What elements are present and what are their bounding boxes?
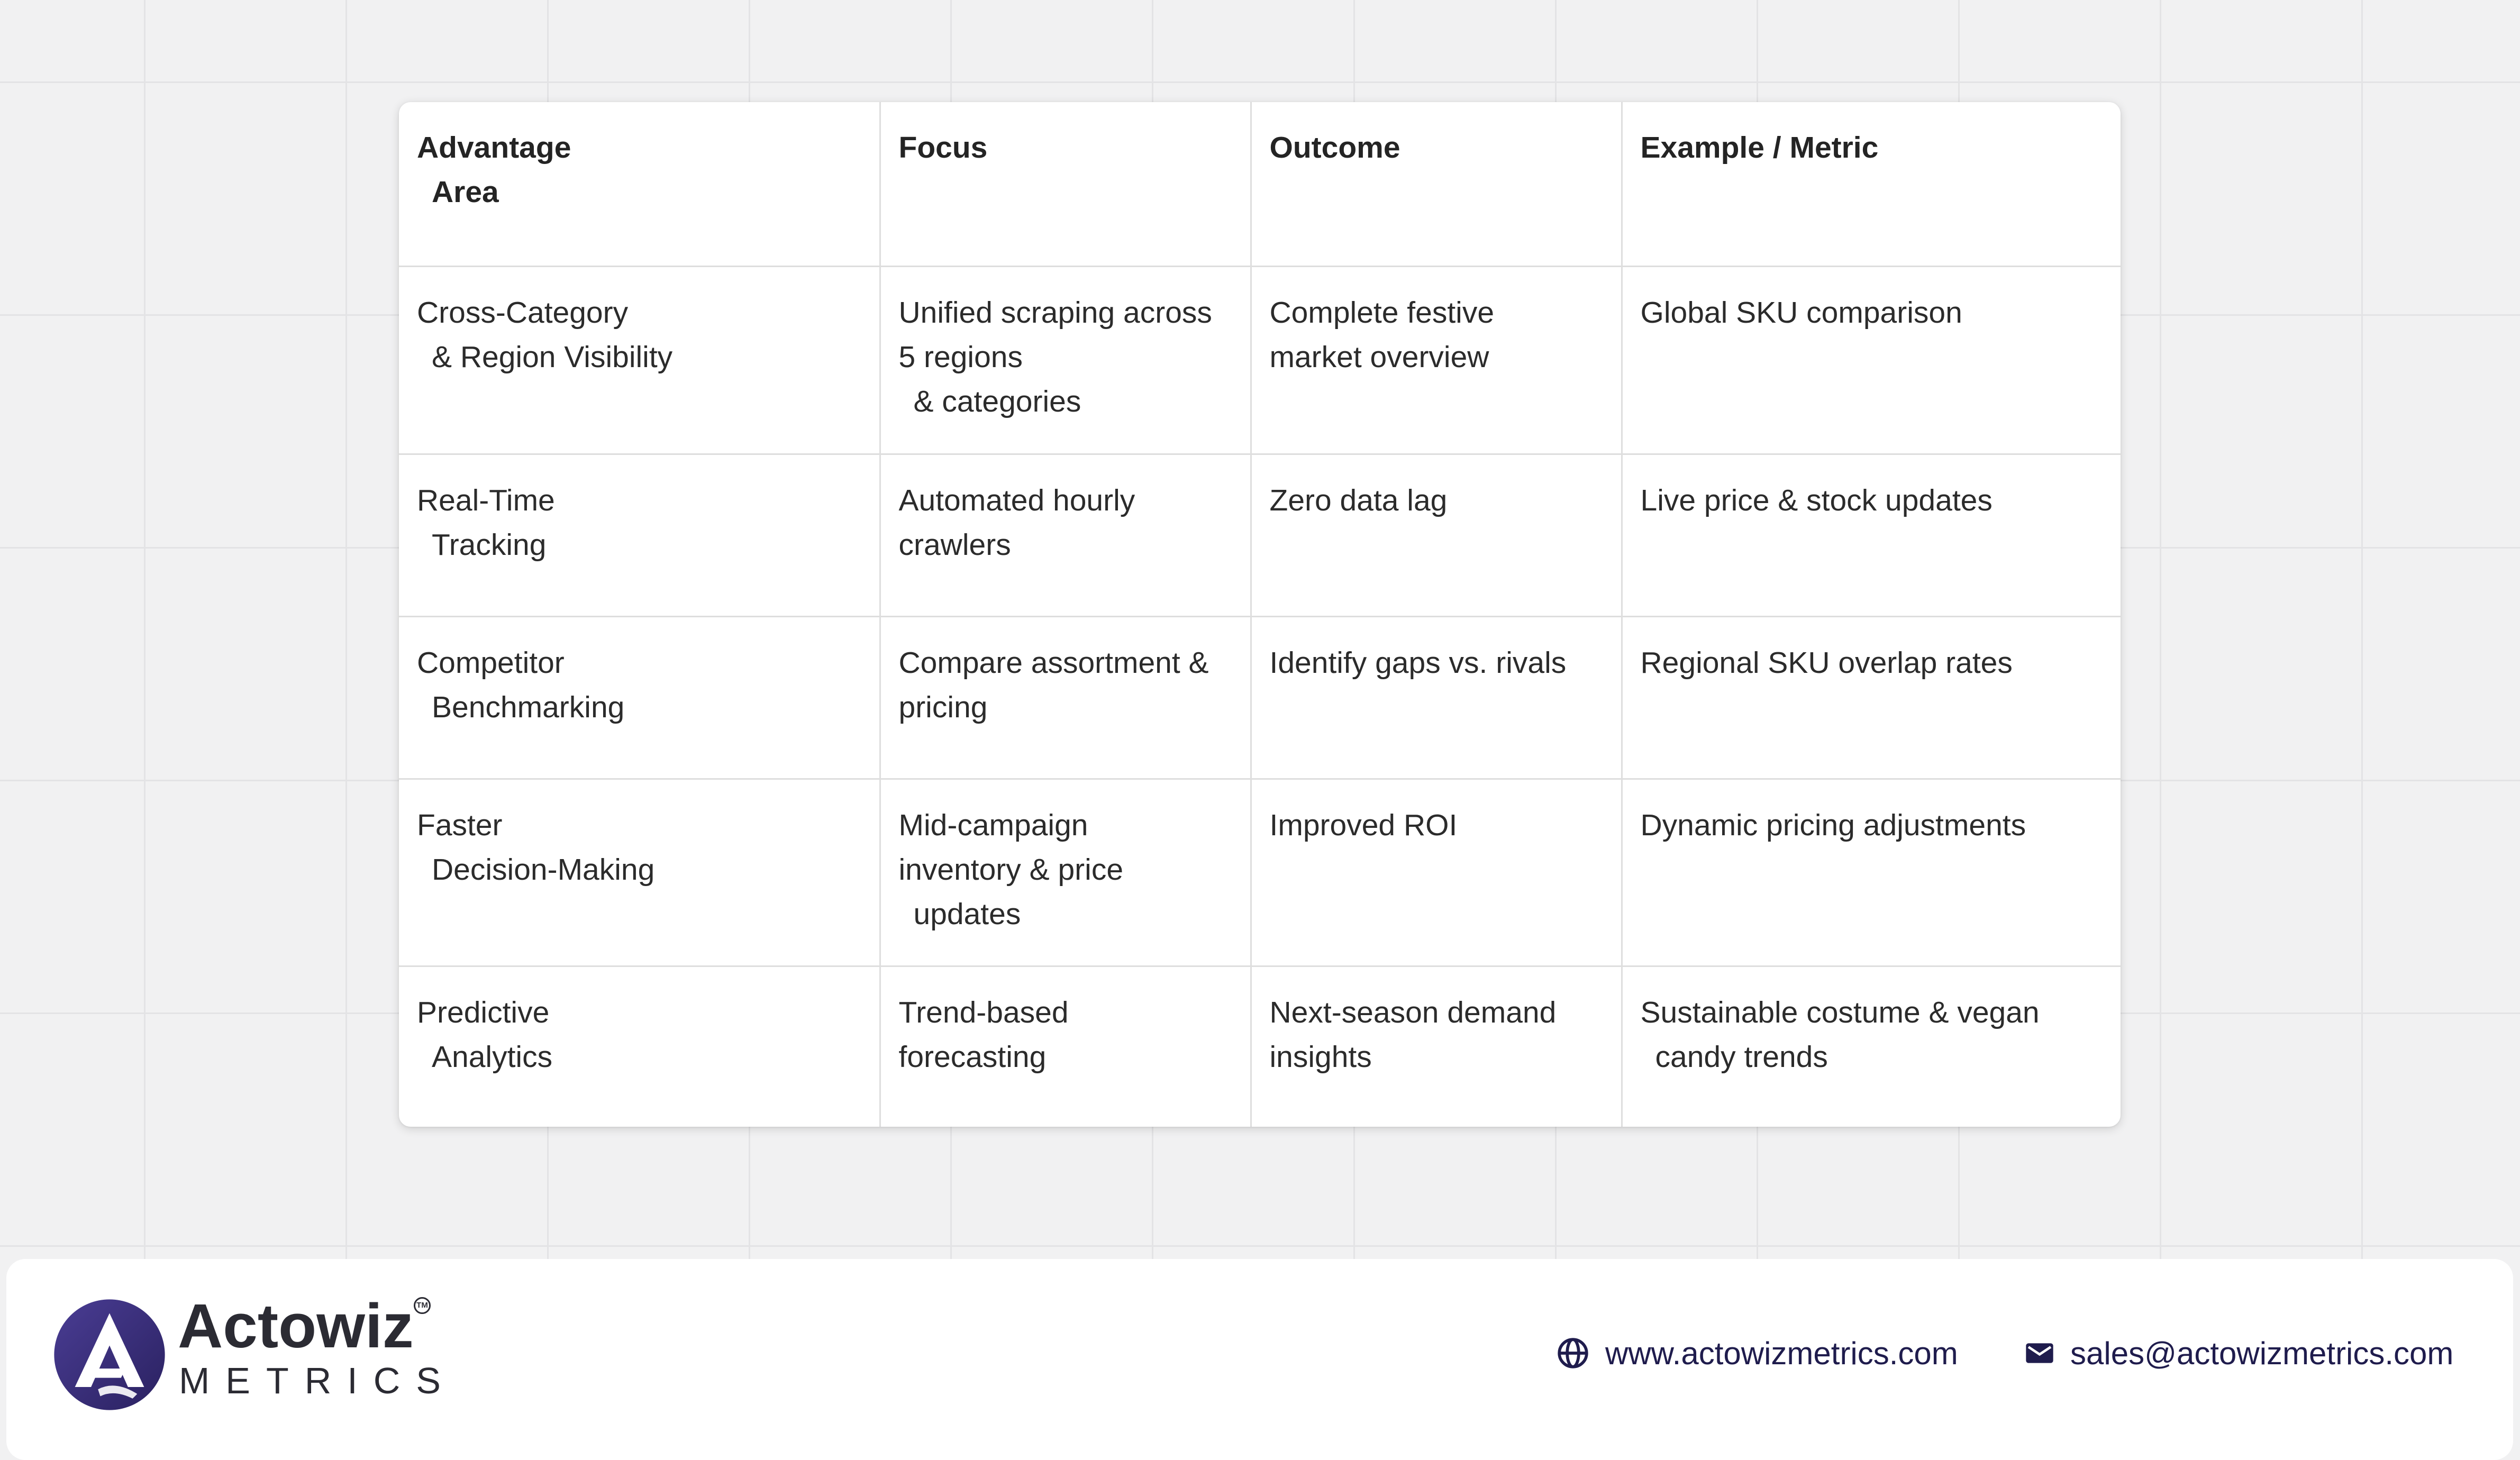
footer-bar [6, 1259, 2513, 1460]
cell-line: Cross-Category [417, 295, 629, 330]
cell-line: candy trends [1655, 1039, 1828, 1074]
table-row [399, 266, 2121, 454]
cell-line: & Region Visibility [432, 340, 673, 374]
cell-line: Area [432, 175, 499, 209]
cell-example-metric [1622, 266, 2121, 454]
cell-line: Real-Time [417, 483, 555, 517]
cell-line: market overview [1269, 340, 1489, 374]
cell-line: inventory & price [898, 852, 1124, 887]
cell-example-metric [1622, 454, 2121, 616]
website-link[interactable] [1557, 1327, 1958, 1380]
globe-icon [1557, 1337, 1589, 1370]
cell-line: Complete festive [1269, 295, 1495, 330]
cell-line: updates [913, 897, 1021, 931]
cell-line: Compare assortment & [898, 645, 1209, 680]
cell-example-metric [1622, 616, 2121, 779]
cell-line: Predictive [417, 995, 550, 1029]
cell-line: Competitor [417, 645, 565, 680]
cell-outcome [1251, 616, 1622, 779]
cell-line: Global SKU comparison [1640, 295, 1962, 330]
header-focus [880, 102, 1251, 266]
actowiz-logo-icon [52, 1297, 167, 1412]
email-link[interactable] [2025, 1327, 2453, 1380]
cell-line: Outcome [1269, 131, 1400, 165]
cell-line: Advantage [417, 131, 571, 165]
header-outcome [1251, 102, 1622, 266]
cell-line: Zero data lag [1269, 483, 1448, 517]
cell-outcome [1251, 779, 1622, 966]
cell-advantage-area [399, 616, 880, 779]
cell-focus [880, 266, 1251, 454]
header-advantage-area [399, 102, 880, 266]
cell-line: insights [1269, 1039, 1372, 1074]
cell-advantage-area [399, 266, 880, 454]
trademark-badge: TM [414, 1297, 431, 1314]
cell-outcome [1251, 266, 1622, 454]
cell-line: Example / Metric [1640, 131, 1879, 165]
cell-line: 5 regions [898, 340, 1023, 374]
cell-line: Benchmarking [432, 690, 625, 724]
cell-focus [880, 616, 1251, 779]
cell-line: Trend-based [898, 995, 1069, 1029]
cell-line: Mid-campaign [898, 808, 1088, 842]
cell-line: forecasting [898, 1039, 1047, 1074]
cell-line: Analytics [432, 1039, 553, 1074]
cell-advantage-area [399, 454, 880, 616]
table-row [399, 616, 2121, 779]
cell-line: pricing [898, 690, 988, 724]
cell-focus [880, 966, 1251, 1127]
cell-line: Tracking [432, 527, 547, 562]
table-header-row [399, 102, 2121, 266]
cell-outcome [1251, 966, 1622, 1127]
cell-line: Sustainable costume & vegan [1640, 995, 2040, 1029]
table-row [399, 966, 2121, 1127]
cell-example-metric [1622, 779, 2121, 966]
header-example-metric [1622, 102, 2121, 266]
cell-line: Automated hourly [898, 483, 1135, 517]
website-text[interactable]: www.actowizmetrics.com [1605, 1335, 1958, 1371]
comparison-table [399, 102, 2121, 1127]
cell-focus [880, 779, 1251, 966]
cell-line: Unified scraping across [898, 295, 1212, 330]
cell-line: & categories [913, 384, 1081, 418]
comparison-table-card [399, 102, 2121, 1127]
cell-line: Decision-Making [432, 852, 655, 887]
cell-line: Improved ROI [1269, 808, 1458, 842]
cell-line: Live price & stock updates [1640, 483, 1993, 517]
cell-focus [880, 454, 1251, 616]
envelope-icon [2025, 1342, 2054, 1365]
cell-line: crawlers [898, 527, 1011, 562]
cell-line: Identify gaps vs. rivals [1269, 645, 1567, 680]
cell-advantage-area [399, 779, 880, 966]
cell-line: Focus [898, 131, 988, 165]
cell-example-metric [1622, 966, 2121, 1127]
email-text[interactable]: sales@actowizmetrics.com [2070, 1335, 2454, 1371]
cell-line: Faster [417, 808, 503, 842]
table-row [399, 779, 2121, 966]
cell-line: Regional SKU overlap rates [1640, 645, 2013, 680]
brand-name: Actowiz [178, 1291, 414, 1361]
cell-advantage-area [399, 966, 880, 1127]
cell-line: Dynamic pricing adjustments [1640, 808, 2026, 842]
cell-line: Next-season demand [1269, 995, 1557, 1029]
brand-subtitle: METRICS [179, 1360, 457, 1401]
table-row [399, 454, 2121, 616]
cell-outcome [1251, 454, 1622, 616]
